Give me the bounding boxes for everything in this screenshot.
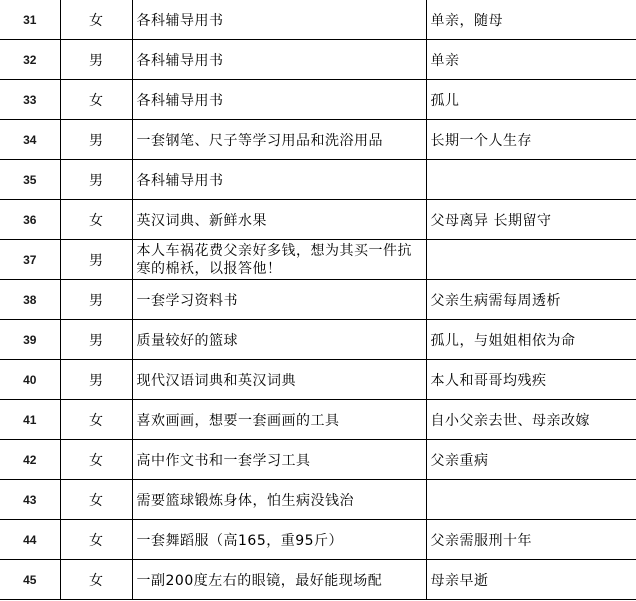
- wish-cell: 各科辅导用书: [132, 160, 426, 200]
- wish-cell: 各科辅导用书: [132, 0, 426, 40]
- row-number-cell: 40: [0, 360, 60, 400]
- table-row: [0, 320, 636, 360]
- family-note-cell: 父亲需服刑十年: [426, 520, 636, 560]
- table-row: [0, 520, 636, 560]
- table-row: [0, 80, 636, 120]
- gender-cell: 女: [60, 440, 132, 480]
- row-number-cell: 35: [0, 160, 60, 200]
- wish-cell: 喜欢画画，想要一套画画的工具: [132, 400, 426, 440]
- row-number-cell: 44: [0, 520, 60, 560]
- gender-cell: 男: [60, 360, 132, 400]
- family-note-cell: [426, 160, 636, 200]
- table-row: [0, 480, 636, 520]
- table-row: [0, 400, 636, 440]
- row-number-cell: 32: [0, 40, 60, 80]
- family-note-cell: 父亲生病需每周透析: [426, 280, 636, 320]
- row-number-cell: 45: [0, 560, 60, 600]
- gender-cell: 女: [60, 200, 132, 240]
- wish-cell: 质量较好的篮球: [132, 320, 426, 360]
- row-number-cell: 39: [0, 320, 60, 360]
- table-row: [0, 200, 636, 240]
- wish-cell: 现代汉语词典和英汉词典: [132, 360, 426, 400]
- row-number-cell: 33: [0, 80, 60, 120]
- gender-cell: 女: [60, 560, 132, 600]
- table-row: [0, 120, 636, 160]
- family-note-cell: 母亲早逝: [426, 560, 636, 600]
- wish-cell: 一套学习资料书: [132, 280, 426, 320]
- row-number-cell: 42: [0, 440, 60, 480]
- table-row: [0, 280, 636, 320]
- table-row: [0, 360, 636, 400]
- wish-cell: 一副200度左右的眼镜，最好能现场配: [132, 560, 426, 600]
- family-note-cell: 自小父亲去世、母亲改嫁: [426, 400, 636, 440]
- family-note-cell: [426, 240, 636, 280]
- wish-cell: 英汉词典、新鲜水果: [132, 200, 426, 240]
- row-number-cell: 38: [0, 280, 60, 320]
- wish-cell: 本人车祸花费父亲好多钱，想为其买一件抗寒的棉袄，以报答他！: [132, 240, 426, 280]
- family-note-cell: 孤儿，与姐姐相依为命: [426, 320, 636, 360]
- gender-cell: 女: [60, 0, 132, 40]
- table-row: [0, 240, 636, 280]
- gender-cell: 女: [60, 80, 132, 120]
- gender-cell: 男: [60, 280, 132, 320]
- family-note-cell: 单亲，随母: [426, 0, 636, 40]
- gender-cell: 女: [60, 400, 132, 440]
- gender-cell: 男: [60, 240, 132, 280]
- gender-cell: 男: [60, 320, 132, 360]
- gender-cell: 女: [60, 520, 132, 560]
- row-number-cell: 41: [0, 400, 60, 440]
- family-note-cell: 长期一个人生存: [426, 120, 636, 160]
- table-row: [0, 160, 636, 200]
- family-note-cell: 孤儿: [426, 80, 636, 120]
- table-row: [0, 440, 636, 480]
- family-note-cell: [426, 480, 636, 520]
- wish-cell: 各科辅导用书: [132, 40, 426, 80]
- wish-cell: 需要篮球锻炼身体，怕生病没钱治: [132, 480, 426, 520]
- family-note-cell: 父母离异 长期留守: [426, 200, 636, 240]
- row-number-cell: 34: [0, 120, 60, 160]
- table-row: [0, 40, 636, 80]
- family-note-cell: 单亲: [426, 40, 636, 80]
- wish-cell: 各科辅导用书: [132, 80, 426, 120]
- family-note-cell: 本人和哥哥均残疾: [426, 360, 636, 400]
- gender-cell: 男: [60, 160, 132, 200]
- row-number-cell: 36: [0, 200, 60, 240]
- table-row: [0, 560, 636, 600]
- wish-cell: 一套舞蹈服（高165，重95斤）: [132, 520, 426, 560]
- wish-cell: 高中作文书和一套学习工具: [132, 440, 426, 480]
- family-note-cell: 父亲重病: [426, 440, 636, 480]
- row-number-cell: 43: [0, 480, 60, 520]
- gender-cell: 女: [60, 480, 132, 520]
- table-row: [0, 0, 636, 40]
- row-number-cell: 37: [0, 240, 60, 280]
- gender-cell: 男: [60, 120, 132, 160]
- row-number-cell: 31: [0, 0, 60, 40]
- wish-cell: 一套钢笔、尺子等学习用品和洗浴用品: [132, 120, 426, 160]
- gender-cell: 男: [60, 40, 132, 80]
